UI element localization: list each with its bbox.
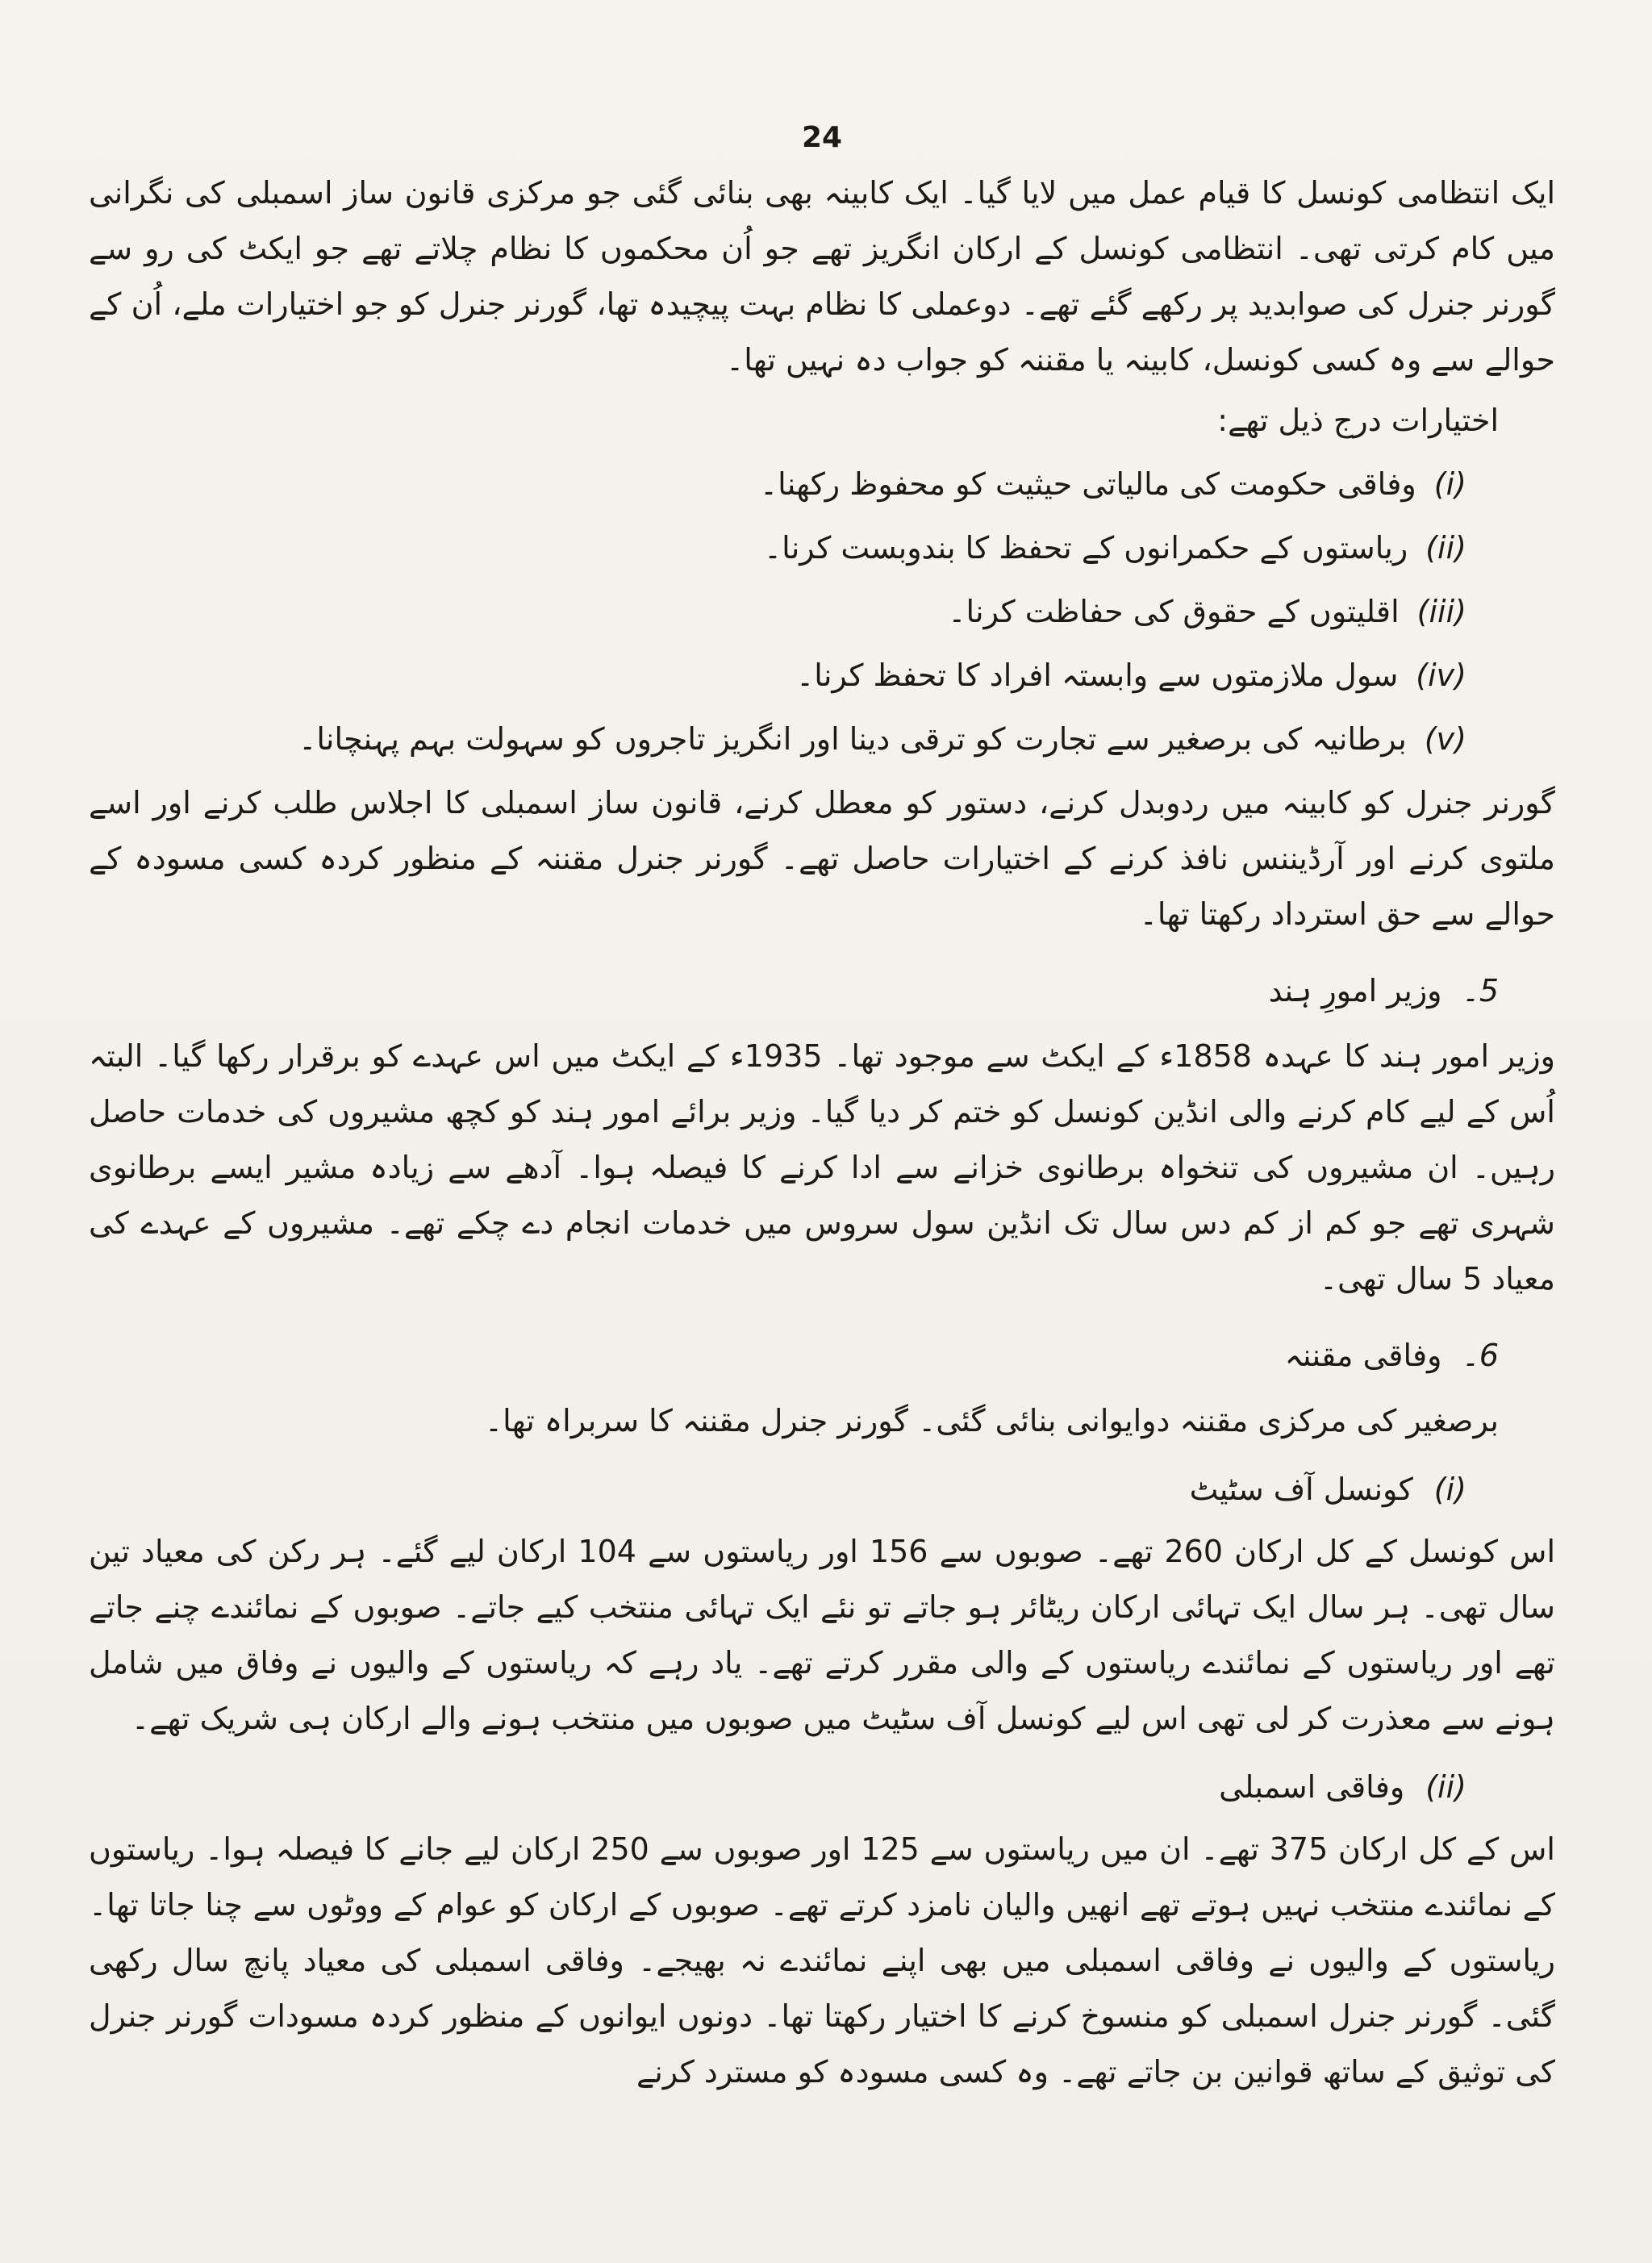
section-number: 5۔ xyxy=(1461,973,1499,1008)
council-of-state-paragraph: اس کونسل کے کل ارکان 260 تھے۔ صوبوں سے 156 اور ریاستوں سے 104 ارکان لیے گئے۔ ہر رکن کی معیاد تین سال تھی۔ ہر سال ایک تہائی ارکان ریٹائر ہو جاتے تو نئے ایک تہائی منتخب کیے جاتے۔ صوبوں کے نمائندے چنے جاتے تھے اور ریاستوں کے نمائندے ریاستوں کے والی مقرر کرتے تھے۔ یاد رہے کہ ریاستوں کے والیوں نے وفاق میں شامل ہونے سے معذرت کر لی تھی اس لیے کونسل آف سٹیٹ میں صوبوں میں منتخب ہونے والے ارکان ہی شریک تھے۔ xyxy=(89,1534,1555,1736)
list-text: ریاستوں کے حکمرانوں کے تحفظ کا بندوبست کرنا۔ xyxy=(763,530,1408,566)
powers-list xyxy=(89,457,1555,767)
list-marker: (iv) xyxy=(1416,658,1466,693)
section-6-heading xyxy=(89,1328,1555,1384)
list-marker: (i) xyxy=(1433,466,1466,502)
subsection-federal-assembly-heading xyxy=(89,1760,1555,1815)
list-text: سول ملازمتوں سے وابستہ افراد کا تحفظ کرنا۔ xyxy=(795,658,1399,693)
list-text: اقلیتوں کے حقوق کی حفاظت کرنا۔ xyxy=(948,594,1400,629)
list-item xyxy=(89,648,1555,704)
section-number: 6۔ xyxy=(1461,1338,1499,1373)
section-title: وزیر امورِ ہند xyxy=(1268,973,1442,1008)
list-item xyxy=(89,457,1555,512)
powers-intro: اختیارات درج ذیل تھے: xyxy=(1217,403,1499,438)
list-item xyxy=(89,584,1555,640)
section-5-paragraph: وزیر امور ہند کا عہدہ 1858ء کے ایکٹ سے موجود تھا۔ 1935ء کے ایکٹ میں اس عہدے کو برقرار رکھا گیا۔ البتہ اُس کے لیے کام کرنے والی انڈین کونسل کو ختم کر دیا گیا۔ وزیر برائے امور ہند کو کچھ مشیروں کی خدمات حاصل رہیں۔ ان مشیروں کی تنخواہ برطانوی خزانے سے ادا کرنے کا فیصلہ ہوا۔ آدھے سے زیادہ مشیر ایسے برطانوی شہری تھے جو کم از کم دس سال تک انڈین سول سروس میں خدمات انجام دے چکے تھے۔ مشیروں کے عہدے کی معیاد 5 سال تھی۔ xyxy=(89,1038,1555,1296)
list-marker: (v) xyxy=(1424,721,1466,757)
federal-assembly-paragraph: اس کے کل ارکان 375 تھے۔ ان میں ریاستوں سے 125 اور صوبوں سے 250 ارکان لیے جانے کا فیصلہ ہوا۔ ریاستوں کے نمائندے منتخب نہیں ہوتے تھے انھیں والیان نامزد کرتے تھے۔ صوبوں کے ارکان کو عوام کے ووٹوں سے چنا جاتا تھا۔ ریاستوں کے والیوں نے وفاقی اسمبلی میں بھی اپنے نمائندے نہ بھیجے۔ وفاقی اسمبلی کی معیاد پانچ سال رکھی گئی۔ گورنر جنرل اسمبلی کو منسوخ کرنے کا اختیار رکھتا تھا۔ دونوں ایوانوں کے منظور کردہ مسودات گورنر جنرل کی توثیق کے ساتھ قوانین بن جاتے تھے۔ وہ کسی مسودہ کو مسترد کرنے xyxy=(89,1831,1555,2090)
intro-paragraph: ایک انتظامی کونسل کا قیام عمل میں لایا گیا۔ ایک کابینہ بھی بنائی گئی جو مرکزی قانون ساز اسمبلی کی نگرانی میں کام کرتی تھی۔ انتظامی کونسل کے ارکان انگریز تھے جو اُن محکموں کا نظام چلاتے تھے جو ایکٹ کی رو سے گورنر جنرل کی صوابدید پر رکھے گئے تھے۔ دوعملی کا نظام بہت پیچیدہ تھا، گورنر جنرل کو جو اختیارات ملے، اُن کے حوالے سے وہ کسی کونسل، کابینہ یا مقننہ کو جواب دہ نہیں تھا۔ xyxy=(89,175,1555,378)
list-marker: (ii) xyxy=(1425,530,1466,566)
list-marker: (iii) xyxy=(1416,594,1466,629)
list-item xyxy=(89,520,1555,576)
list-text: وفاقی حکومت کی مالیاتی حیثیت کو محفوظ رکھنا۔ xyxy=(759,466,1416,502)
section-6-intro: برصغیر کی مرکزی مقننہ دوایوانی بنائی گئی۔ گورنر جنرل مقننہ کا سربراہ تھا۔ xyxy=(484,1403,1499,1438)
list-text: برطانیہ کی برصغیر سے تجارت کو ترقی دینا اور انگریز تاجروں کو سہولت بہم پہنچانا۔ xyxy=(298,721,1407,757)
governor-paragraph: گورنر جنرل کو کابینہ میں ردوبدل کرنے، دستور کو معطل کرنے، قانون ساز اسمبلی کا اجلاس طلب کرنے اور اسے ملتوی کرنے اور آرڈیننس نافذ کرنے کے اختیارات حاصل تھے۔ گورنر جنرل مقننہ کے منظور کردہ کسی مسودہ کے حوالے سے حق استرداد رکھتا تھا۔ xyxy=(89,785,1555,932)
section-title: وفاقی مقننہ xyxy=(1284,1338,1442,1373)
list-item xyxy=(89,712,1555,767)
page-content xyxy=(89,165,1555,2100)
section-5-heading xyxy=(89,963,1555,1019)
subsection-marker: (ii) xyxy=(1425,1769,1466,1805)
subsection-council-of-state-heading xyxy=(89,1462,1555,1518)
subsection-marker: (i) xyxy=(1433,1472,1466,1507)
page-number: 24 xyxy=(801,121,843,154)
subsection-title: کونسل آف سٹیٹ xyxy=(1189,1472,1413,1507)
subsection-title: وفاقی اسمبلی xyxy=(1219,1769,1405,1805)
